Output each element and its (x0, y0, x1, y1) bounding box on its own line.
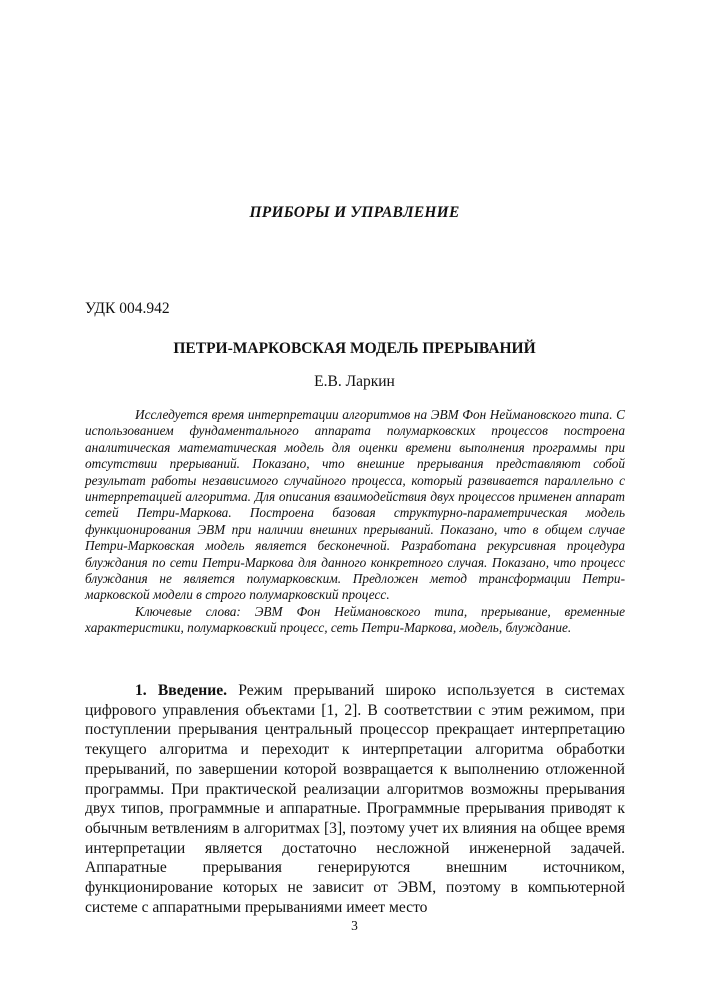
keywords: Ключевые слова: ЭВМ Фон Неймановского типа, прерывание, временные характеристики, полумарковский процесс, сеть Петри-Маркова, модель, блуждание. (85, 603, 625, 636)
page-number: 3 (351, 918, 358, 933)
introduction-heading: 1. Введение. (135, 682, 228, 699)
author: Е.В. Ларкин (314, 373, 395, 390)
abstract-text: Исследуется время интерпретации алгоритмов на ЭВМ Фон Неймановского типа. С использованием фундаментального аппарата полумарковских процессов построена аналитическая математическая модель для оценки времени выполнения программы при отсутствии прерываний. Показано, что внешние прерывания представляют собой результат работы независимого случайного процесса, который развивается параллельно с интерпретацией алгоритма. Для описания взаимодействия двух процессов применен аппарат сетей Петри-Маркова. Построена базовая структурно-параметрическая модель функционирования ЭВМ при наличии внешних прерываний. Показано, что в общем случае Петри-Марковская модель является бесконечной. Разработана рекурсивная процедура блуждания по сети Петри-Маркова для данного конкретного случая. Показано, что процесс блуждания не является полумарковским. Предложен метод трансформации Петри-марковской модели в строго полумарковский процесс. (85, 407, 625, 603)
introduction-section (85, 681, 625, 917)
section-header: ПРИБОРЫ И УПРАВЛЕНИЕ (249, 204, 460, 221)
abstract (85, 407, 625, 637)
introduction-text: Режим прерываний широко используется в системах цифрового управления объектами [1, 2]. В соответствии с этим режимом, при поступлении прерывания центральный процессор прекращает интерпретацию текущего алгоритма и переходит к интерпретации алгоритма обработки прерываний, по завершении которой возвращается к выполнению отложенной программы. При практической реализации алгоритмов возможны прерывания двух типов, программные и аппаратные. Программные прерывания приводят к обычным ветвлениям в алгоритмах [3], поэтому учет их влияния на общее время интерпретации является достаточно несложной инженерной задачей. Аппаратные прерывания генерируются внешним источником, функционирование которых не зависит от ЭВМ, поэтому в компьютерной системе с аппаратными прерываниями имеет место (85, 682, 625, 916)
article-title: ПЕТРИ-МАРКОВСКАЯ МОДЕЛЬ ПРЕРЫВАНИЙ (173, 340, 536, 357)
udc-code: УДК 004.942 (85, 300, 170, 317)
introduction-paragraph (85, 681, 625, 917)
